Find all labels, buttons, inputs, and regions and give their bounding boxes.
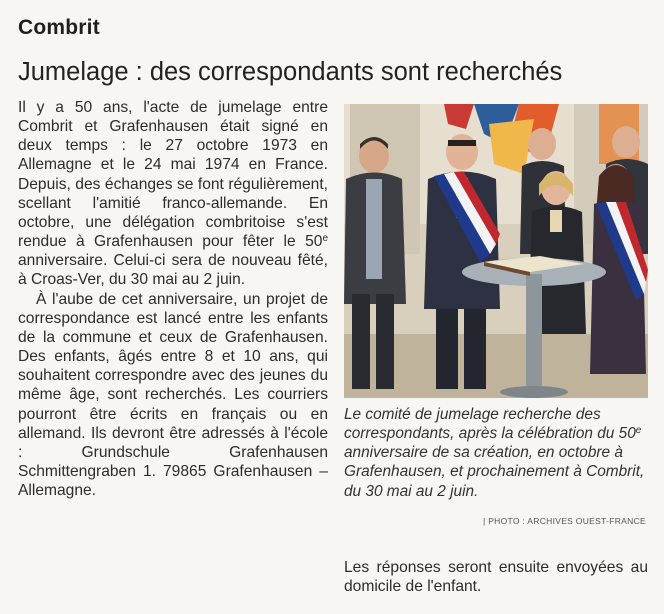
paragraph-1-ordinal: 50	[305, 233, 323, 251]
paragraph-2: À l'aube de cet anniversaire, un projet de correspondance est lancé entre les enfants de la commune et ceux de Grafenhausen. Des enfants, âgés entre 8 et 10 ans, qui souhaitent correspondre avec des jeunes du même âge, sont recherchés. Les courriers pourront être écrits en français ou en allemand. Ils devront être adressés à l'école : Grundschule Grafenhausen Schmittengraben 1. 79865 Grafenhausen – Allemagne.	[18, 290, 328, 500]
article-headline: Jumelage : des correspondants sont recherchés	[18, 58, 563, 86]
paragraph-1-end: anniversaire. Celui-ci sera de nouveau fêté, à Croas-Ver, du 30 mai au 2 juin.	[18, 252, 328, 289]
caption-ordinal: 50	[618, 425, 636, 443]
paragraph-1-ordinal-suffix: e	[322, 233, 328, 245]
photo-caption	[344, 405, 648, 501]
section-heading: Combrit	[18, 16, 100, 39]
article-body-left	[18, 98, 328, 500]
paragraph-1	[18, 98, 328, 290]
paragraph-1-text: Il y a 50 ans, l'acte de jumelage entre Combrit et Grafenhausen était signé en deux temps : le 27 octobre 1973 en Allemagne et le 24 mai 1974 en France. Depuis, des échanges se font régulièrement, scellant l'amitié franco-allemande. En octobre, une délégation combritoise s'est rendue à Grafenhausen pour fêter le	[18, 99, 328, 251]
caption-text-a: Le comité de jumelage recherche des correspondants, après la célébration du	[344, 406, 619, 443]
article-photo	[344, 104, 648, 398]
caption-text-b: anniversaire de sa création, en octobre à Grafenhausen, et prochainement à Combrit, du 30 mai au 2 juin.	[344, 444, 645, 500]
caption-ordinal-suffix: e	[635, 425, 642, 437]
photo-credit: | PHOTO : ARCHIVES OUEST-FRANCE	[483, 516, 646, 526]
paragraph-3: Les réponses seront ensuite envoyées au domicile de l'enfant.	[344, 559, 648, 596]
